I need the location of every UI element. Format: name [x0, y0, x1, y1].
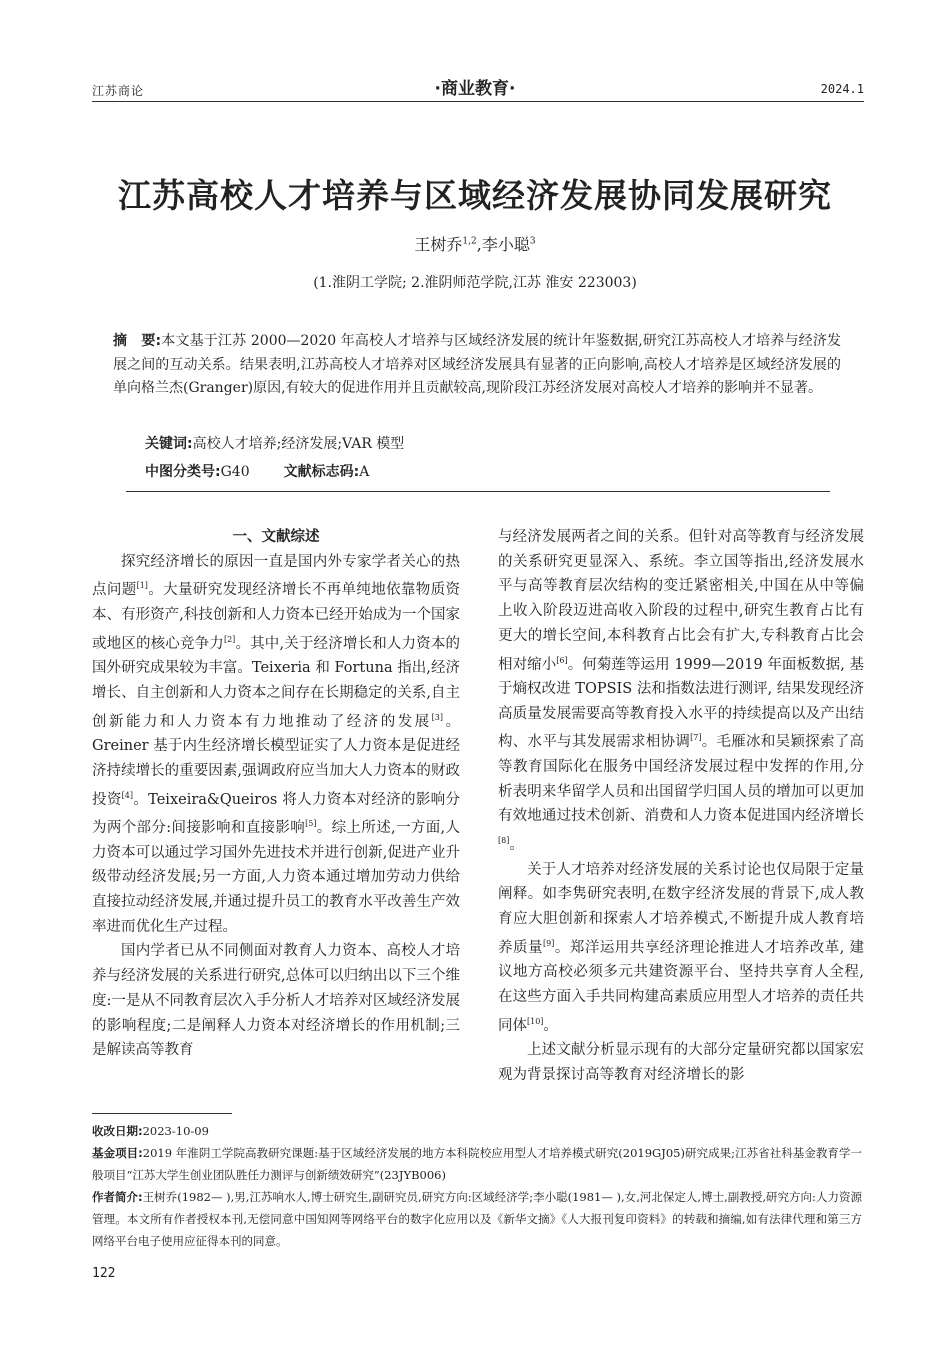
- issue-label: 2024.1: [820, 82, 864, 96]
- citation: [4]: [121, 790, 134, 800]
- abstract-label: 摘 要:: [113, 333, 162, 349]
- section-heading: 一、文献综述: [232, 529, 320, 545]
- affiliation: (1.淮阴工学院; 2.淮阴师范学院,江苏 淮安 223003): [313, 275, 637, 291]
- received-date: 收改日期:2023-10-09: [92, 1124, 209, 1138]
- author-2-affil-mark: 3: [529, 236, 536, 247]
- keywords-text: 高校人才培养;经济发展;VAR 模型: [192, 436, 405, 452]
- abstract-text: 本文基于江苏 2000—2020 年高校人才培养与区域经济发展的统计年鉴数据,研究江苏高校人才培养与经济发展之间的互动关系。结果表明,江苏高校人才培养对区域经济发展具有显著的正向影响,高校人才培养是区域经济发展的单向格兰杰(Granger)原因,有较大的促进作用并且贡献较高,现阶段江苏经济发展对高校人才培养的影响并不显著。: [113, 333, 841, 397]
- doc-code-value: A: [359, 464, 370, 480]
- citation: [10]: [527, 1016, 544, 1026]
- fund-info: 基金项目:2019 年淮阴工学院高教研究课题:基于区域经济发展的地方本科院校应用型人才培养模式研究(2019GJ05)研究成果;江苏省社科基金教育学一般项目“江苏大学生创业团队胜任力测评与创新绩效研究”(23JYB006): [92, 1146, 862, 1182]
- paragraph: 上述文献分析显示现有的大部分定量研究都以国家宏观为背景探讨高等教育对经济增长的影: [498, 1042, 864, 1083]
- paragraph: 国内学者已从不同侧面对教育人力资本、高校人才培养与经济发展的关系进行研究,总体可以归纳出以下三个维度:一是从不同教育层次入手分析人才培养对区域经济发展的影响程度;二是阐释人力资本对经济增长的作用机制;三是解读高等教育: [92, 943, 460, 1059]
- paragraph: 与经济发展两者之间的关系。但针对高等教育与经济发展的关系研究更显深入、系统。李立国等指出,经济发展水平与高等教育层次结构的变迁紧密相关,中国在从中等偏上收入阶段迈进高收入阶段的过程中,研究生教育占比有更大的增长空间,本科教育占比会有扩大,专科教育占比会相对缩小[6]。何菊莲等运用 1999—2019 年面板数据, 基于熵权改进 TOPSIS 法和指数法进行测评, 结果发现经济高质量发展需要高等教育投入水平的持续提高以及产出结构、水平与其发展需求相协调[7]。毛雁冰和吴颖探索了高等教育国际化在服务中国经济发展过程中发挥的作用,分析表明来华留学人员和出国留学归国人员的增加可以更加有效地通过技术创新、消费和人力资本促进国内经济增长[8]。: [498, 529, 865, 853]
- citation: [7]: [690, 733, 702, 743]
- doc-code-label: 文献标志码:: [283, 464, 360, 480]
- author-separator: ,: [476, 235, 482, 254]
- citation: [6]: [556, 655, 568, 665]
- body-right-column: [498, 525, 864, 1088]
- citation: [1]: [136, 581, 148, 591]
- author-1-affil-mark: 1,2: [462, 236, 477, 247]
- clc-value: G40: [220, 464, 250, 480]
- citation: [9]: [543, 938, 555, 948]
- journal-name: 江苏商论: [92, 84, 145, 98]
- abstract: [113, 330, 841, 401]
- citation: [5]: [305, 819, 317, 829]
- author-2-name: 李小聪: [481, 235, 530, 254]
- article-title: 江苏高校人才培养与区域经济发展协同发展研究: [118, 176, 832, 215]
- author-1-name: 王树乔: [414, 235, 463, 254]
- keywords: [145, 433, 404, 453]
- paragraph: 关于人才培养对经济发展的关系讨论也仅局限于定量阐释。如李隽研究表明,在数字经济发展的背景下,成人教育应大胆创新和探索人才培养模式,不断提升成人教育培养质量[9]。郑洋运用共享经济理论推进人才培养改革, 建议地方高校必须多元共建资源平台、坚持共享育人全程,在这些方面入手共同构建高素质应用型人才培养的责任共同体[10]。: [498, 861, 865, 1034]
- author-bio: 作者简介:王树乔(1982— ),男,江苏响水人,博士研究生,副研究员,研究方向:区域经济学;李小聪(1981— ),女,河北保定人,博士,副教授,研究方向:人力资源管理。本文所有作者授权本刊,无偿同意中国知网等网络平台的数字化应用以及《新华文摘》《人大报刊复印资料》的转载和摘编,如有法律代理和第三方网络平台电子使用应征得本刊的同意。: [92, 1190, 862, 1248]
- header-rule: [92, 101, 864, 102]
- paragraph: 探究经济增长的原因一直是国内外专家学者关心的热点问题[1]。大量研究发现经济增长不再单纯地依靠物质资本、有形资产,科技创新和人力资本已经开始成为一个国家或地区的核心竞争力[2]。其中,关于经济增长和人力资本的国外研究成果较为丰富。Teixeria 和 Fortuna 指出,经济增长、自主创新和人力资本之间存在长期稳定的关系,自主创新能力和人力资本有力地推动了经济的发展[3]。Greiner 基于内生经济增长模型证实了人力资本是促进经济持续增长的重要因素,强调政府应当加大人力资本的财政投资[4]。Teixeira&Queiros 将人力资本对经济的影响分为两个部分:间接影响和直接影响[5]。综上所述,一方面,人力资本可以通过学习国外先进技术并进行创新,促进产业升级带动经济发展;另一方面,人力资本通过增加劳动力供给直接拉动经济发展,并通过提升员工的教育水平改善生产效率进而优化生产过程。: [92, 553, 461, 935]
- citation: [3]: [431, 712, 444, 722]
- section-name: ·商业教育·: [434, 79, 516, 99]
- keywords-label: 关键词:: [145, 436, 193, 452]
- page-number: 122: [92, 1266, 116, 1281]
- abstract-rule: [126, 491, 830, 492]
- clc-label: 中图分类号:: [145, 464, 221, 480]
- citation: [8]: [498, 836, 510, 846]
- authors: [0, 232, 950, 255]
- footnote-rule: [92, 1113, 232, 1114]
- citation: [2]: [223, 634, 236, 644]
- footnotes: [92, 1120, 862, 1252]
- classification: [145, 461, 369, 481]
- body-left-column: [92, 525, 460, 1063]
